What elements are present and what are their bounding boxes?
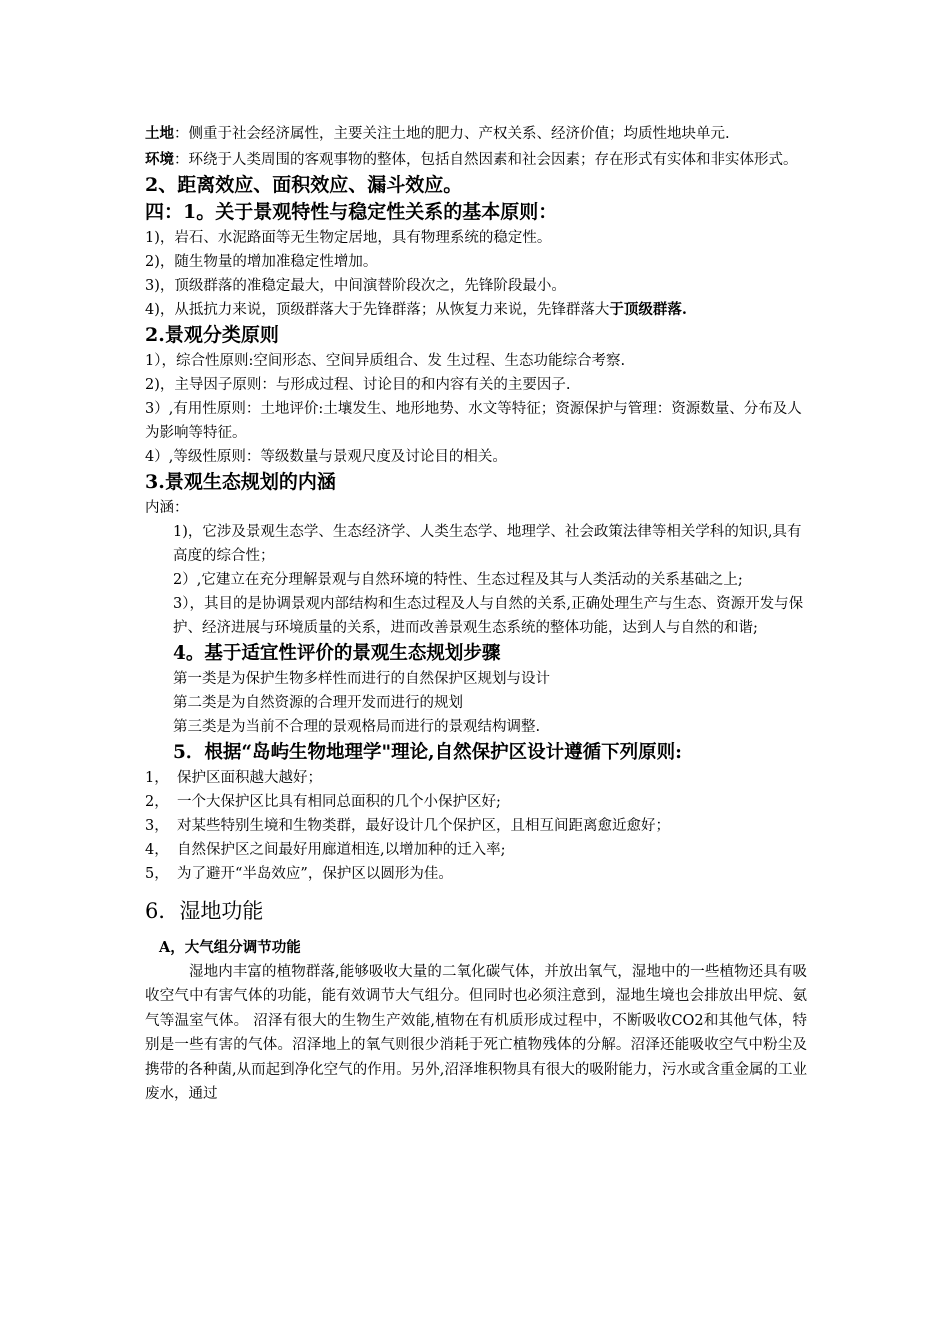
list-item-number: 1， (145, 770, 169, 786)
island-principles-list (145, 766, 807, 886)
classification-item: 2)，主导因子原则：与形成过程、讨论目的和内容有关的主要因子. (145, 377, 571, 393)
planning-list (145, 520, 807, 766)
heading-wetland-functions: 6．湿地功能 (145, 899, 264, 923)
list-item (145, 838, 807, 862)
principle-item: 2)，随生物量的增加准稳定性增加。 (145, 254, 378, 270)
heading-planning-steps: 4。基于适宜性评价的景观生态规划步骤 (173, 643, 501, 664)
planning-item: 2）,它建立在充分理解景观与自然环境的特性、生态过程及其与人类活动的关系基础之上; (173, 572, 743, 588)
list-item (145, 814, 807, 838)
heading-planning: 3.景观生态规划的内涵 (145, 471, 336, 493)
list-item-text: 一个大保护区比具有相同总面积的几个小保护区好; (177, 794, 501, 810)
classification-item: 1），综合性原则:空间形态、空间异质组合、发 生过程、生态功能综合考察. (145, 353, 626, 369)
heading-island-theory: 5．根据“岛屿生物地理学"理论,自然保护区设计遵循下列原则: (173, 742, 682, 763)
heading-effects: 2、距离效应、面积效应、漏斗效应。 (145, 174, 463, 196)
list-item-text: 自然保护区之间最好用廊道相连,以增加种的迁入率; (177, 842, 506, 858)
principle-item: 3)，顶级群落的准稳定最大，中间演替阶段次之，先锋阶段最小。 (145, 278, 566, 294)
step-item: 第二类是为自然资源的合理开发而进行的规划 (173, 695, 463, 711)
list-item-text: 为了避开“半岛效应”，保护区以圆形为佳。 (177, 866, 453, 882)
list-item-number: 2， (145, 794, 169, 810)
subheading-atmosphere: A，大气组分调节功能 (159, 939, 301, 956)
term-land: 土地 (145, 125, 174, 142)
list-item-number: 5， (145, 866, 169, 882)
list-item (145, 790, 807, 814)
definition-land (145, 122, 807, 146)
definition-land-text: ：侧重于社会经济属性，主要关注土地的肥力、产权关系、经济价值；均质性地块单元. (174, 126, 730, 142)
list-item-text: 对某些特别生境和生物类群，最好设计几个保护区，且相互间距离愈近愈好； (177, 818, 670, 834)
list-item-number: 3， (145, 818, 169, 834)
classification-item: 4）,等级性原则：等级数量与景观尺度及讨论目的相关。 (145, 449, 507, 465)
principle-item (145, 298, 807, 322)
list-item-text: 保护区面积越大越好； (177, 770, 322, 786)
document-body (145, 122, 807, 1106)
classification-item: 3）,有用性原则：土地评价:土壤发生、地形地势、水文等特征；资源保护与管理：资源数量、分布及人为影响等特征。 (145, 401, 802, 441)
step-item: 第一类是为保护生物多样性而进行的自然保护区规划与设计 (173, 671, 550, 687)
list-item-number: 4， (145, 842, 169, 858)
definition-environment (145, 148, 807, 172)
step-item: 第三类是为当前不合理的景观格局而进行的景观结构调整. (173, 719, 541, 735)
term-environment: 环境 (145, 151, 174, 168)
planning-item: 3），其目的是协调景观内部结构和生态过程及人与自然的关系,正确处理生产与生态、资源开发与保护、经济进展与环境质量的关系，进而改善景观生态系统的整体功能，达到人与自然的和谐; (173, 596, 804, 636)
planning-item: 1)，它涉及景观生态学、生态经济学、人类生态学、地理学、社会政策法律等相关学科的知识,具有高度的综合性； (173, 524, 802, 564)
planning-intro: 内涵： (145, 500, 189, 516)
heading-classification: 2.景观分类原则 (145, 324, 279, 346)
principle-4-bold: 于顶级群落. (609, 301, 687, 318)
principle-4-text: 4)，从抵抗力来说，顶级群落大于先锋群落；从恢复力来说，先锋群落大 (145, 302, 610, 318)
heading-stability-principles: 四：1。关于景观特性与稳定性关系的基本原则： (145, 201, 558, 223)
principle-item: 1)，岩石、水泥路面等无生物定居地，具有物理系统的稳定性。 (145, 230, 552, 246)
list-item (145, 766, 807, 790)
definition-environment-text: ：环绕于人类周围的客观事物的整体，包括自然因素和社会因素；存在形式有实体和非实体形式。 (174, 152, 798, 168)
wetland-paragraph: 湿地内丰富的植物群落,能够吸收大量的二氧化碳气体，并放出氧气，湿地中的一些植物还具有吸收空气中有害气体的功能，能有效调节大气组分。但同时也必须注意到，湿地生境也会排放出甲烷、氨气等温室气体。 沼泽有很大的生物生产效能,植物在有机质形成过程中，不断吸收CO2和其他气体，特别是一些有害的气体。沼泽地上的氧气则很少消耗于死亡植物残体的分解。沼泽还能吸收空气中粉尘及携带的各种菌,从而起到净化空气的作用。另外,沼泽堆积物具有很大的吸附能力，污水或含重金属的工业废水，通过 (145, 964, 807, 1103)
list-item (145, 862, 807, 886)
